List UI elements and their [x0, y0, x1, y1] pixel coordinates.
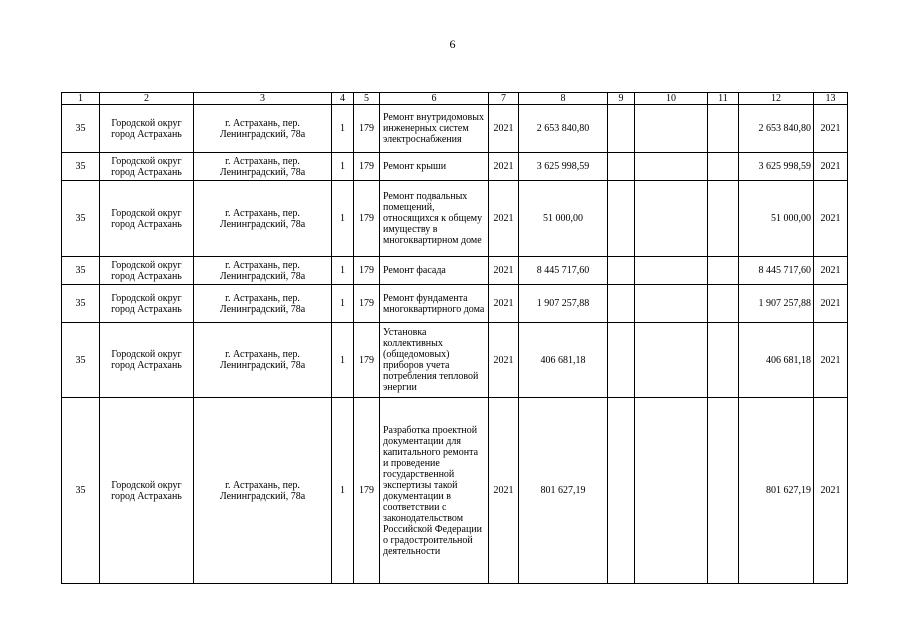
- municipality-cell: Городской округ город Астрахань: [100, 105, 194, 153]
- col5-cell: 179: [354, 153, 380, 181]
- address-cell: г. Астрахань, пер. Ленинградский, 78а: [194, 398, 332, 584]
- work-type-cell: Ремонт подвальных помещений, относящихся к общему имуществу в многоквартирном доме: [380, 181, 489, 257]
- row-number: 35: [62, 398, 100, 584]
- year-cell: 2021: [489, 181, 519, 257]
- table-row: [62, 285, 848, 323]
- col12-cell: 406 681,18: [739, 323, 814, 398]
- table-row: [62, 323, 848, 398]
- col11-cell: [708, 257, 739, 285]
- total-cost-cell: 1 907 257,88: [519, 285, 608, 323]
- column-header: 11: [708, 93, 739, 105]
- col10-cell: [635, 285, 708, 323]
- municipality-cell: Городской округ город Астрахань: [100, 398, 194, 584]
- col5-cell: 179: [354, 257, 380, 285]
- work-type-cell: Установка коллективных (общедомовых) приборов учета потребления тепловой энергии: [380, 323, 489, 398]
- col12-cell: 8 445 717,60: [739, 257, 814, 285]
- column-header: 2: [100, 93, 194, 105]
- col4-cell: 1: [332, 181, 354, 257]
- col11-cell: [708, 398, 739, 584]
- col4-cell: 1: [332, 285, 354, 323]
- address-cell: г. Астрахань, пер. Ленинградский, 78а: [194, 105, 332, 153]
- repair-plan-table: [61, 92, 848, 584]
- col13-cell: 2021: [814, 398, 848, 584]
- work-type-cell: Ремонт внутридомовых инженерных систем электроснабжения: [380, 105, 489, 153]
- column-header: 9: [608, 93, 635, 105]
- col11-cell: [708, 105, 739, 153]
- col5-cell: 179: [354, 398, 380, 584]
- row-number: 35: [62, 257, 100, 285]
- year-cell: 2021: [489, 257, 519, 285]
- col12-cell: 51 000,00: [739, 181, 814, 257]
- municipality-cell: Городской округ город Астрахань: [100, 181, 194, 257]
- table-row: [62, 257, 848, 285]
- column-header: 3: [194, 93, 332, 105]
- col9-cell: [608, 153, 635, 181]
- col12-cell: 1 907 257,88: [739, 285, 814, 323]
- work-type-cell: Ремонт фундамента многоквартирного дома: [380, 285, 489, 323]
- municipality-cell: Городской округ город Астрахань: [100, 257, 194, 285]
- col13-cell: 2021: [814, 153, 848, 181]
- total-cost-cell: 51 000,00: [519, 181, 608, 257]
- col13-cell: 2021: [814, 285, 848, 323]
- col13-cell: 2021: [814, 323, 848, 398]
- column-header: 6: [380, 93, 489, 105]
- year-cell: 2021: [489, 398, 519, 584]
- total-cost-cell: 801 627,19: [519, 398, 608, 584]
- col5-cell: 179: [354, 323, 380, 398]
- col11-cell: [708, 153, 739, 181]
- row-number: 35: [62, 181, 100, 257]
- total-cost-cell: 8 445 717,60: [519, 257, 608, 285]
- municipality-cell: Городской округ город Астрахань: [100, 285, 194, 323]
- work-type-cell: Ремонт крыши: [380, 153, 489, 181]
- col10-cell: [635, 181, 708, 257]
- col5-cell: 179: [354, 181, 380, 257]
- col9-cell: [608, 181, 635, 257]
- page-number: 6: [449, 37, 456, 51]
- header-row: [62, 93, 848, 105]
- year-cell: 2021: [489, 153, 519, 181]
- col4-cell: 1: [332, 105, 354, 153]
- col13-cell: 2021: [814, 181, 848, 257]
- work-type-cell: Ремонт фасада: [380, 257, 489, 285]
- col9-cell: [608, 105, 635, 153]
- row-number: 35: [62, 153, 100, 181]
- col10-cell: [635, 153, 708, 181]
- address-cell: г. Астрахань, пер. Ленинградский, 78а: [194, 285, 332, 323]
- row-number: 35: [62, 285, 100, 323]
- column-header: 8: [519, 93, 608, 105]
- year-cell: 2021: [489, 285, 519, 323]
- col10-cell: [635, 257, 708, 285]
- table-row: [62, 181, 848, 257]
- col11-cell: [708, 285, 739, 323]
- col4-cell: 1: [332, 323, 354, 398]
- col5-cell: 179: [354, 285, 380, 323]
- column-header: 7: [489, 93, 519, 105]
- total-cost-cell: 2 653 840,80: [519, 105, 608, 153]
- col10-cell: [635, 105, 708, 153]
- work-type-cell: Разработка проектной документации для капитального ремонта и проведение государственной экспертизы такой документации в соответствии с законодательством Российской Федерации о градостроительной деятельности: [380, 398, 489, 584]
- column-header: 12: [739, 93, 814, 105]
- col13-cell: 2021: [814, 105, 848, 153]
- col10-cell: [635, 398, 708, 584]
- col5-cell: 179: [354, 105, 380, 153]
- municipality-cell: Городской округ город Астрахань: [100, 153, 194, 181]
- col9-cell: [608, 257, 635, 285]
- table-row: [62, 398, 848, 584]
- col10-cell: [635, 323, 708, 398]
- address-cell: г. Астрахань, пер. Ленинградский, 78а: [194, 153, 332, 181]
- address-cell: г. Астрахань, пер. Ленинградский, 78а: [194, 257, 332, 285]
- col4-cell: 1: [332, 153, 354, 181]
- column-header: 10: [635, 93, 708, 105]
- col13-cell: 2021: [814, 257, 848, 285]
- col4-cell: 1: [332, 398, 354, 584]
- col9-cell: [608, 323, 635, 398]
- table-row: [62, 105, 848, 153]
- col11-cell: [708, 181, 739, 257]
- address-cell: г. Астрахань, пер. Ленинградский, 78а: [194, 181, 332, 257]
- col12-cell: 801 627,19: [739, 398, 814, 584]
- table-row: [62, 153, 848, 181]
- col4-cell: 1: [332, 257, 354, 285]
- column-header: 4: [332, 93, 354, 105]
- municipality-cell: Городской округ город Астрахань: [100, 323, 194, 398]
- total-cost-cell: 3 625 998,59: [519, 153, 608, 181]
- col9-cell: [608, 398, 635, 584]
- year-cell: 2021: [489, 105, 519, 153]
- row-number: 35: [62, 105, 100, 153]
- row-number: 35: [62, 323, 100, 398]
- year-cell: 2021: [489, 323, 519, 398]
- total-cost-cell: 406 681,18: [519, 323, 608, 398]
- column-header: 1: [62, 93, 100, 105]
- column-header: 13: [814, 93, 848, 105]
- column-header: 5: [354, 93, 380, 105]
- address-cell: г. Астрахань, пер. Ленинградский, 78а: [194, 323, 332, 398]
- col12-cell: 2 653 840,80: [739, 105, 814, 153]
- col12-cell: 3 625 998,59: [739, 153, 814, 181]
- col9-cell: [608, 285, 635, 323]
- col11-cell: [708, 323, 739, 398]
